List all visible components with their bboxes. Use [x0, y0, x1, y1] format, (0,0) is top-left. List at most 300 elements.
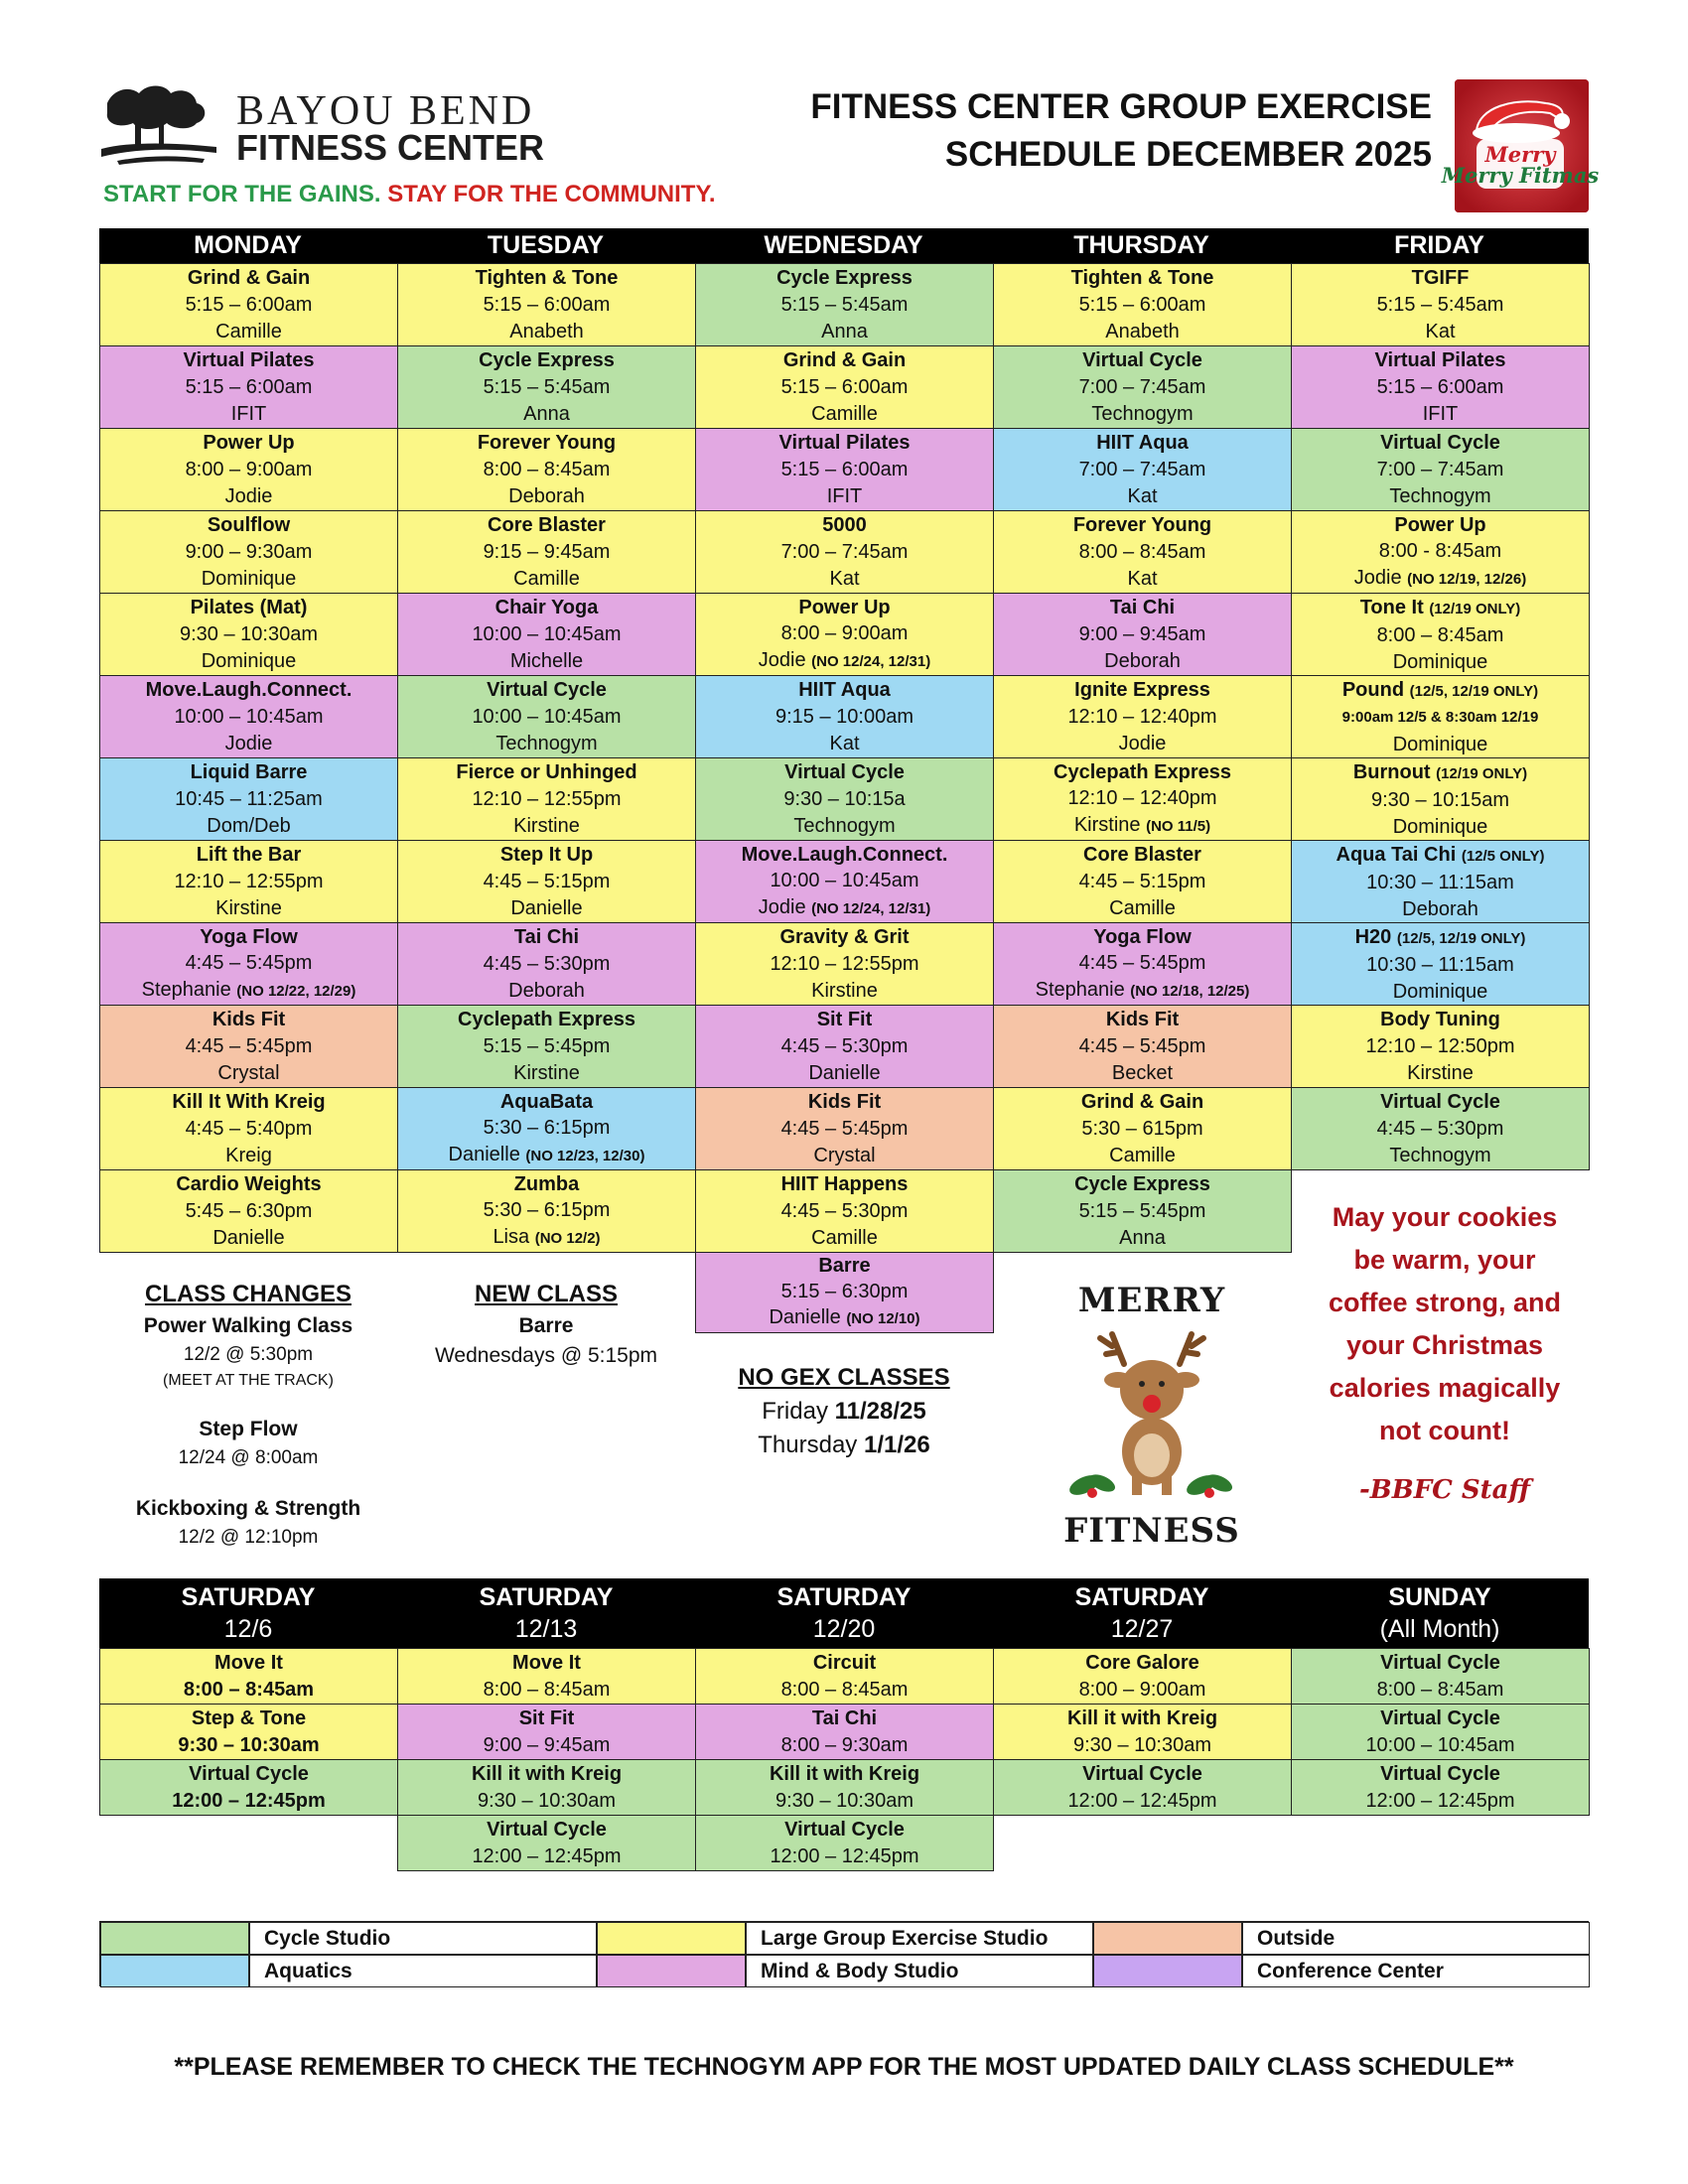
- class-time: 8:00 – 8:45am: [780, 1678, 909, 1701]
- class-cell: [99, 1169, 398, 1253]
- weekend-day-date: 12/20: [812, 1615, 876, 1643]
- class-instructor: Jodie: [224, 485, 273, 507]
- class-instructor: Deborah: [1104, 650, 1181, 672]
- class-cell: [397, 1169, 696, 1253]
- class-instructor: Jodie (NO 12/24, 12/31): [758, 648, 931, 671]
- class-name: Lift the Bar: [196, 844, 302, 866]
- class-time: 12:00 – 12:45pm: [770, 1844, 919, 1867]
- class-instructor: Camille: [811, 403, 878, 425]
- class-cell: [99, 510, 398, 594]
- class-time: 5:15 – 6:00am: [780, 459, 909, 480]
- merry-fitness-reindeer: [1043, 1281, 1261, 1549]
- class-time: 9:00 – 9:45am: [1078, 623, 1206, 645]
- page-title: [810, 83, 1432, 179]
- legend-label: Cycle Studio: [249, 1922, 597, 1955]
- class-time: 4:45 – 5:40pm: [185, 1118, 313, 1140]
- class-time: 12:00 – 12:45pm: [472, 1844, 622, 1867]
- svg-text:Merry Fitmas: Merry Fitmas: [1441, 163, 1600, 188]
- class-cell: [1291, 840, 1590, 923]
- class-name: Burnout (12/19 ONLY): [1352, 760, 1528, 783]
- weekend-class-cell: [99, 1648, 398, 1705]
- class-name: HIIT Aqua: [798, 679, 891, 701]
- class-time: 9:00 – 9:30am: [185, 541, 313, 563]
- class-cell: [99, 593, 398, 676]
- class-cell: [993, 593, 1292, 676]
- class-name: Yoga Flow: [1093, 925, 1192, 948]
- class-cell: [993, 263, 1292, 346]
- class-time: 12:10 – 12:40pm: [1067, 787, 1217, 809]
- class-time: 5:15 – 6:00am: [185, 294, 313, 316]
- class-time: 4:45 – 5:30pm: [780, 1200, 909, 1222]
- class-time: 5:30 – 6:15pm: [483, 1199, 611, 1221]
- fitness-text: FITNESS: [1063, 1511, 1240, 1551]
- class-time: 8:00 – 8:45am: [1376, 624, 1504, 646]
- class-cell: [397, 922, 696, 1006]
- weekend-class-cell: [1291, 1648, 1590, 1705]
- class-instructor: Kat: [829, 568, 860, 590]
- class-time: 4:45 – 5:30pm: [1376, 1118, 1504, 1140]
- class-cell: [1291, 263, 1590, 346]
- message-line: your Christmas: [1345, 1330, 1544, 1360]
- class-instructor: Kirstine (NO 11/5): [1073, 813, 1211, 836]
- class-time: 10:00 – 10:45am: [472, 623, 622, 645]
- class-time: 5:15 – 6:00am: [483, 294, 611, 316]
- class-instructor: Kreig: [225, 1145, 272, 1166]
- class-name: Virtual Cycle: [1082, 349, 1202, 371]
- class-cell: [99, 428, 398, 511]
- class-name: Move.Laugh.Connect.: [741, 843, 948, 866]
- class-cell: [695, 428, 994, 511]
- class-cell: [695, 1252, 994, 1333]
- class-cell: [1291, 510, 1590, 594]
- change-item-time: 12/24 @ 8:00am: [178, 1447, 319, 1468]
- class-name: Forever Young: [1072, 514, 1212, 536]
- class-name: Aqua Tai Chi (12/5 ONLY): [1336, 843, 1545, 866]
- class-name: Kill it with Kreig: [769, 1762, 920, 1785]
- day-header: FRIDAY: [1291, 228, 1589, 263]
- legend-label: Aquatics: [249, 1955, 597, 1987]
- class-instructor: Becket: [1111, 1062, 1174, 1084]
- class-time: 5:15 – 6:00am: [185, 376, 313, 398]
- class-time: 8:00 – 8:45am: [483, 459, 611, 480]
- class-time: 12:10 – 12:40pm: [1067, 706, 1217, 728]
- class-name: Kids Fit: [211, 1009, 286, 1030]
- weekday-schedule-grid: [99, 228, 1589, 1332]
- class-cell: [695, 1005, 994, 1088]
- weekend-day-title: SUNDAY: [1388, 1583, 1491, 1611]
- class-name: Barre: [818, 1255, 871, 1277]
- class-name: Move It: [512, 1651, 581, 1674]
- class-name: Virtual Cycle: [1380, 1651, 1500, 1674]
- class-time: 12:10 – 12:55pm: [472, 788, 622, 810]
- class-name: Sit Fit: [518, 1706, 575, 1729]
- class-cell: [1291, 428, 1590, 511]
- class-name: Virtual Cycle: [487, 679, 607, 701]
- weekend-class-cell: [695, 1759, 994, 1816]
- class-time: 9:30 – 10:30am: [178, 1733, 320, 1756]
- class-time: 8:00 - 8:45am: [1378, 540, 1502, 562]
- class-note: (NO 12/24, 12/31): [811, 899, 931, 917]
- weekend-class-cell: [993, 1759, 1292, 1816]
- class-time: 8:00 – 9:00am: [780, 622, 909, 644]
- class-name: Step It Up: [499, 844, 594, 866]
- class-name: Virtual Cycle: [1380, 432, 1500, 454]
- class-name: Pilates (Mat): [190, 597, 308, 618]
- santa-hat-icon: [1441, 79, 1600, 212]
- merry-fitmas-badge: [1441, 79, 1600, 212]
- class-name: Tighten & Tone: [1070, 267, 1214, 289]
- logo-name-line2: FITNESS CENTER: [236, 127, 545, 168]
- change-item-note: (MEET AT THE TRACK): [163, 1372, 334, 1389]
- weekend-day-header: [695, 1578, 993, 1648]
- class-cell: [695, 1169, 994, 1253]
- class-note: (NO 12/19, 12/26): [1407, 570, 1527, 588]
- class-instructor: Stephanie (NO 12/22, 12/29): [141, 978, 356, 1001]
- class-time: 8:00 – 8:45am: [183, 1678, 315, 1701]
- class-name: H20 (12/5, 12/19 ONLY): [1354, 925, 1526, 948]
- class-instructor: Technogym: [1389, 485, 1491, 507]
- class-cell: [397, 675, 696, 758]
- class-time: 9:30 – 10:15am: [1371, 789, 1509, 811]
- weekend-schedule-grid: [99, 1578, 1589, 1870]
- class-note: (12/5, 12/19 ONLY): [1409, 682, 1539, 700]
- class-instructor: Technogym: [1091, 403, 1194, 425]
- class-time: 9:30 – 10:30am: [180, 623, 318, 645]
- class-name: Cyclepath Express: [458, 1009, 635, 1030]
- class-note: (NO 12/10): [846, 1310, 920, 1327]
- legend-swatch: [1093, 1922, 1242, 1955]
- class-cell: [993, 1005, 1292, 1088]
- class-note: (12/19 ONLY): [1436, 764, 1528, 782]
- class-time: 4:45 – 5:45pm: [780, 1118, 909, 1140]
- class-instructor: Dominique: [1392, 815, 1488, 838]
- class-instructor: Kirstine: [513, 1062, 580, 1084]
- class-name: HIIT Happens: [780, 1173, 909, 1195]
- class-time: 9:00am 12/5 & 8:30am 12/19: [1341, 709, 1539, 726]
- merry-text: MERRY: [1077, 1281, 1226, 1320]
- weekend-day-header: [993, 1578, 1291, 1648]
- class-cell: [993, 428, 1292, 511]
- class-instructor: Lisa (NO 12/2): [492, 1225, 601, 1248]
- class-cell: [695, 675, 994, 758]
- class-time: 7:00 – 7:45am: [1376, 459, 1504, 480]
- class-cell: [99, 922, 398, 1006]
- class-cell: [695, 1087, 994, 1170]
- class-cell: [695, 345, 994, 429]
- class-instructor: Crystal: [217, 1062, 280, 1084]
- oak-tree-logo-icon: [99, 79, 218, 167]
- weekend-class-cell: [397, 1759, 696, 1816]
- change-item-time: 12/2 @ 5:30pm: [183, 1344, 314, 1365]
- weekend-class-cell: [99, 1704, 398, 1760]
- class-note: (NO 12/24, 12/31): [811, 652, 931, 670]
- class-time: 10:45 – 11:25am: [175, 788, 323, 810]
- class-name: Power Up: [203, 432, 295, 454]
- class-name: Step & Tone: [191, 1706, 307, 1729]
- legend-swatch: [100, 1955, 249, 1987]
- holiday-message: [1296, 1196, 1594, 1452]
- class-instructor: Anna: [1119, 1227, 1166, 1249]
- class-name: Core Blaster: [1083, 844, 1201, 866]
- weekend-class-cell: [695, 1704, 994, 1760]
- legend-label: Large Group Exercise Studio: [746, 1922, 1093, 1955]
- class-time: 9:30 – 10:30am: [775, 1789, 914, 1812]
- message-line: May your cookies: [1332, 1202, 1558, 1232]
- class-name: Grind & Gain: [187, 267, 311, 289]
- class-instructor: Anabeth: [509, 321, 584, 342]
- weekend-day-date: 12/27: [1110, 1615, 1174, 1643]
- class-name: TGIFF: [1411, 267, 1470, 289]
- class-name: Virtual Cycle: [784, 761, 905, 783]
- class-instructor: Kirstine: [1407, 1062, 1474, 1084]
- weekend-class-cell: [397, 1815, 696, 1871]
- class-instructor: Kirstine: [811, 980, 878, 1002]
- class-time: 4:45 – 5:45pm: [1078, 1035, 1206, 1057]
- no-gex-line: [695, 1432, 993, 1459]
- legend-label: Outside: [1242, 1922, 1590, 1955]
- message-line: coffee strong, and: [1328, 1288, 1562, 1317]
- class-cell: [993, 757, 1292, 841]
- class-name: Forever Young: [477, 432, 617, 454]
- class-instructor: Dom/Deb: [207, 815, 291, 837]
- class-name: Core Galore: [1085, 1651, 1199, 1674]
- class-cell: [695, 263, 994, 346]
- weekend-class-cell: [397, 1704, 696, 1760]
- new-class: [397, 1281, 695, 1368]
- class-name: Virtual Pilates: [778, 432, 911, 454]
- class-cell: [99, 1005, 398, 1088]
- class-cell: [397, 428, 696, 511]
- class-name: Cycle Express: [479, 349, 615, 371]
- weekend-day-date: 12/13: [514, 1615, 578, 1643]
- tagline-green: START FOR THE GAINS.: [103, 181, 381, 207]
- class-cell: [397, 263, 696, 346]
- class-time: 5:45 – 6:30pm: [185, 1200, 313, 1222]
- weekend-class-cell: [1291, 1704, 1590, 1760]
- class-cell: [1291, 345, 1590, 429]
- class-name: Circuit: [812, 1651, 877, 1674]
- class-cell: [99, 757, 398, 841]
- class-instructor: Dominique: [1392, 980, 1488, 1003]
- message-line: calories magically: [1329, 1373, 1561, 1403]
- class-instructor: Deborah: [1402, 897, 1478, 920]
- class-instructor: Kirstine: [513, 815, 580, 837]
- class-time: 12:00 – 12:45pm: [172, 1789, 326, 1812]
- class-name: Cycle Express: [776, 267, 913, 289]
- class-instructor: Anna: [821, 321, 868, 342]
- class-cell: [1291, 922, 1590, 1006]
- class-time: 8:00 – 8:45am: [1078, 541, 1206, 563]
- legend-swatch: [1093, 1955, 1242, 1987]
- class-time: 5:30 – 6:15pm: [483, 1117, 611, 1139]
- no-gex-classes: [695, 1364, 993, 1459]
- class-time: 8:00 – 9:30am: [780, 1733, 909, 1756]
- class-note: (NO 11/5): [1146, 817, 1211, 835]
- weekend-class-cell: [1291, 1759, 1590, 1816]
- class-instructor: Dominique: [201, 568, 297, 590]
- change-item-name: Step Flow: [199, 1418, 298, 1440]
- weekend-class-cell: [993, 1648, 1292, 1705]
- class-name: Move It: [214, 1651, 283, 1674]
- class-name: Yoga Flow: [200, 925, 298, 948]
- change-item-name: Kickboxing & Strength: [135, 1497, 361, 1520]
- logo: [99, 77, 735, 211]
- class-name: Tighten & Tone: [475, 267, 619, 289]
- tagline: [103, 181, 715, 208]
- no-gex-line: [695, 1398, 993, 1426]
- class-time: 5:15 – 5:45am: [483, 376, 611, 398]
- class-time: 4:45 – 5:45pm: [1078, 952, 1206, 974]
- class-time: 5:15 – 5:45pm: [483, 1035, 611, 1057]
- class-cell: [695, 840, 994, 923]
- class-cell: [99, 675, 398, 758]
- class-time: 10:00 – 10:45am: [174, 706, 324, 728]
- class-name: Kill it with Kreig: [1066, 1706, 1218, 1729]
- class-instructor: Dominique: [1392, 733, 1488, 755]
- class-cell: [695, 922, 994, 1006]
- no-gex-date: 1/1/26: [863, 1432, 930, 1458]
- class-time: 4:45 – 5:45pm: [185, 952, 313, 974]
- weekend-class-cell: [993, 1704, 1292, 1760]
- class-instructor: Stephanie (NO 12/18, 12/25): [1035, 978, 1250, 1001]
- class-note: (NO 12/2): [534, 1229, 601, 1247]
- weekend-class-cell: [695, 1815, 994, 1871]
- class-name: Power Up: [1394, 513, 1486, 536]
- weekend-day-title: SATURDAY: [479, 1583, 614, 1611]
- no-gex-date: 11/28/25: [834, 1398, 926, 1425]
- day-header: TUESDAY: [397, 228, 695, 263]
- class-time: 5:15 – 5:45am: [780, 294, 909, 316]
- class-name: Cycle Express: [1074, 1173, 1210, 1195]
- class-instructor: Deborah: [508, 485, 585, 507]
- class-instructor: Jodie: [224, 733, 273, 754]
- class-instructor: Danielle: [212, 1227, 285, 1249]
- class-cell: [993, 840, 1292, 923]
- class-instructor: Michelle: [509, 650, 584, 672]
- class-instructor: Kat: [1127, 568, 1158, 590]
- class-name: Sit Fit: [816, 1009, 873, 1030]
- class-instructor: Danielle: [808, 1062, 881, 1084]
- class-time: 5:15 – 5:45am: [1376, 294, 1504, 316]
- page-title-line1: FITNESS CENTER GROUP EXERCISE: [810, 87, 1432, 126]
- class-time: 8:00 – 8:45am: [1376, 1678, 1504, 1701]
- class-time: 9:30 – 10:30am: [1073, 1733, 1211, 1756]
- tagline-red: STAY FOR THE COMMUNITY.: [387, 181, 716, 207]
- class-name: Virtual Cycle: [1380, 1091, 1500, 1113]
- class-name: Virtual Cycle: [784, 1818, 905, 1841]
- class-cell: [99, 840, 398, 923]
- class-name: Kids Fit: [1105, 1009, 1180, 1030]
- class-time: 9:30 – 10:30am: [478, 1789, 616, 1812]
- class-name: Move.Laugh.Connect.: [145, 679, 352, 701]
- class-name: Virtual Pilates: [1374, 349, 1506, 371]
- class-time: 12:00 – 12:45pm: [1365, 1789, 1515, 1812]
- weekend-day-header: [1291, 1578, 1589, 1648]
- class-instructor: Dominique: [1392, 650, 1488, 673]
- class-cell: [695, 510, 994, 594]
- class-time: 4:45 – 5:45pm: [185, 1035, 313, 1057]
- class-name: Gravity & Grit: [779, 926, 910, 948]
- class-instructor: Kirstine: [215, 897, 282, 919]
- class-time: 8:00 – 9:00am: [1078, 1678, 1206, 1701]
- class-cell: [993, 922, 1292, 1006]
- class-time: 12:00 – 12:45pm: [1067, 1789, 1217, 1812]
- class-instructor: Jodie: [1118, 733, 1167, 754]
- new-class-time: Wednesdays @ 5:15pm: [434, 1344, 658, 1367]
- no-gex-day: Thursday: [758, 1432, 858, 1458]
- class-time: 4:45 – 5:15pm: [483, 871, 611, 892]
- class-cell: [1291, 757, 1590, 841]
- weekend-day-header: [397, 1578, 695, 1648]
- class-name: Body Tuning: [1380, 1009, 1500, 1030]
- new-class-name: Barre: [518, 1314, 574, 1337]
- class-name: Power Up: [798, 596, 891, 618]
- new-class-title: NEW CLASS: [475, 1281, 618, 1307]
- class-cell: [993, 675, 1292, 758]
- class-name: Zumba: [513, 1172, 580, 1195]
- class-time: 7:00 – 7:45am: [780, 541, 909, 563]
- weekend-day-title: SATURDAY: [1074, 1583, 1209, 1611]
- class-time: 12:10 – 12:50pm: [1365, 1035, 1515, 1057]
- class-name: Chair Yoga: [494, 597, 599, 618]
- class-time: 8:00 – 9:00am: [185, 459, 313, 480]
- class-instructor: Camille: [215, 321, 282, 342]
- class-name: HIIT Aqua: [1096, 432, 1189, 454]
- class-name: Cardio Weights: [176, 1173, 322, 1195]
- class-time: 7:00 – 7:45am: [1078, 376, 1206, 398]
- class-name: Pound (12/5, 12/19 ONLY): [1341, 678, 1539, 701]
- class-time: 10:00 – 10:45am: [472, 706, 622, 728]
- class-instructor: Technogym: [1389, 1145, 1491, 1166]
- class-name: Virtual Cycle: [487, 1818, 607, 1841]
- change-item-time: 12/2 @ 12:10pm: [178, 1527, 319, 1548]
- class-instructor: Danielle (NO 12/23, 12/30): [448, 1143, 645, 1165]
- class-cell: [993, 510, 1292, 594]
- day-header: MONDAY: [99, 228, 397, 263]
- class-instructor: IFIT: [1422, 403, 1459, 425]
- class-cell: [397, 510, 696, 594]
- class-time: 10:30 – 11:15am: [1366, 954, 1514, 976]
- class-time: 8:00 – 8:45am: [483, 1678, 611, 1701]
- class-name: Virtual Cycle: [1082, 1762, 1202, 1785]
- legend-swatch: [597, 1955, 746, 1987]
- class-name: Tai Chi: [513, 926, 580, 948]
- class-cell: [1291, 1005, 1590, 1088]
- class-name: Virtual Cycle: [189, 1762, 309, 1785]
- staff-signature: -BBFC Staff: [1358, 1475, 1531, 1505]
- footer-reminder: **PLEASE REMEMBER TO CHECK THE TECHNOGYM APP FOR THE MOST UPDATED DAILY CLASS SCHEDULE**: [174, 2053, 1514, 2081]
- class-cell: [695, 757, 994, 841]
- class-name: Kids Fit: [807, 1091, 882, 1113]
- class-time: 9:15 – 10:00am: [775, 706, 914, 728]
- class-cell: [397, 840, 696, 923]
- class-instructor: Kat: [829, 733, 860, 754]
- class-instructor: Camille: [811, 1227, 878, 1249]
- class-time: 10:30 – 11:15am: [1366, 872, 1514, 893]
- class-cell: [397, 1005, 696, 1088]
- class-time: 7:00 – 7:45am: [1078, 459, 1206, 480]
- class-instructor: Danielle (NO 12/10): [769, 1306, 920, 1328]
- class-name: Virtual Cycle: [1380, 1706, 1500, 1729]
- class-instructor: IFIT: [230, 403, 267, 425]
- class-time: 5:15 – 6:00am: [1376, 376, 1504, 398]
- class-instructor: Crystal: [813, 1145, 876, 1166]
- logo-name-line1: BAYOU BEND: [236, 88, 535, 134]
- weekend-class-cell: [695, 1648, 994, 1705]
- class-time: 10:00 – 10:45am: [770, 870, 919, 891]
- class-name: Kill It With Kreig: [172, 1091, 326, 1113]
- class-instructor: Technogym: [793, 815, 896, 837]
